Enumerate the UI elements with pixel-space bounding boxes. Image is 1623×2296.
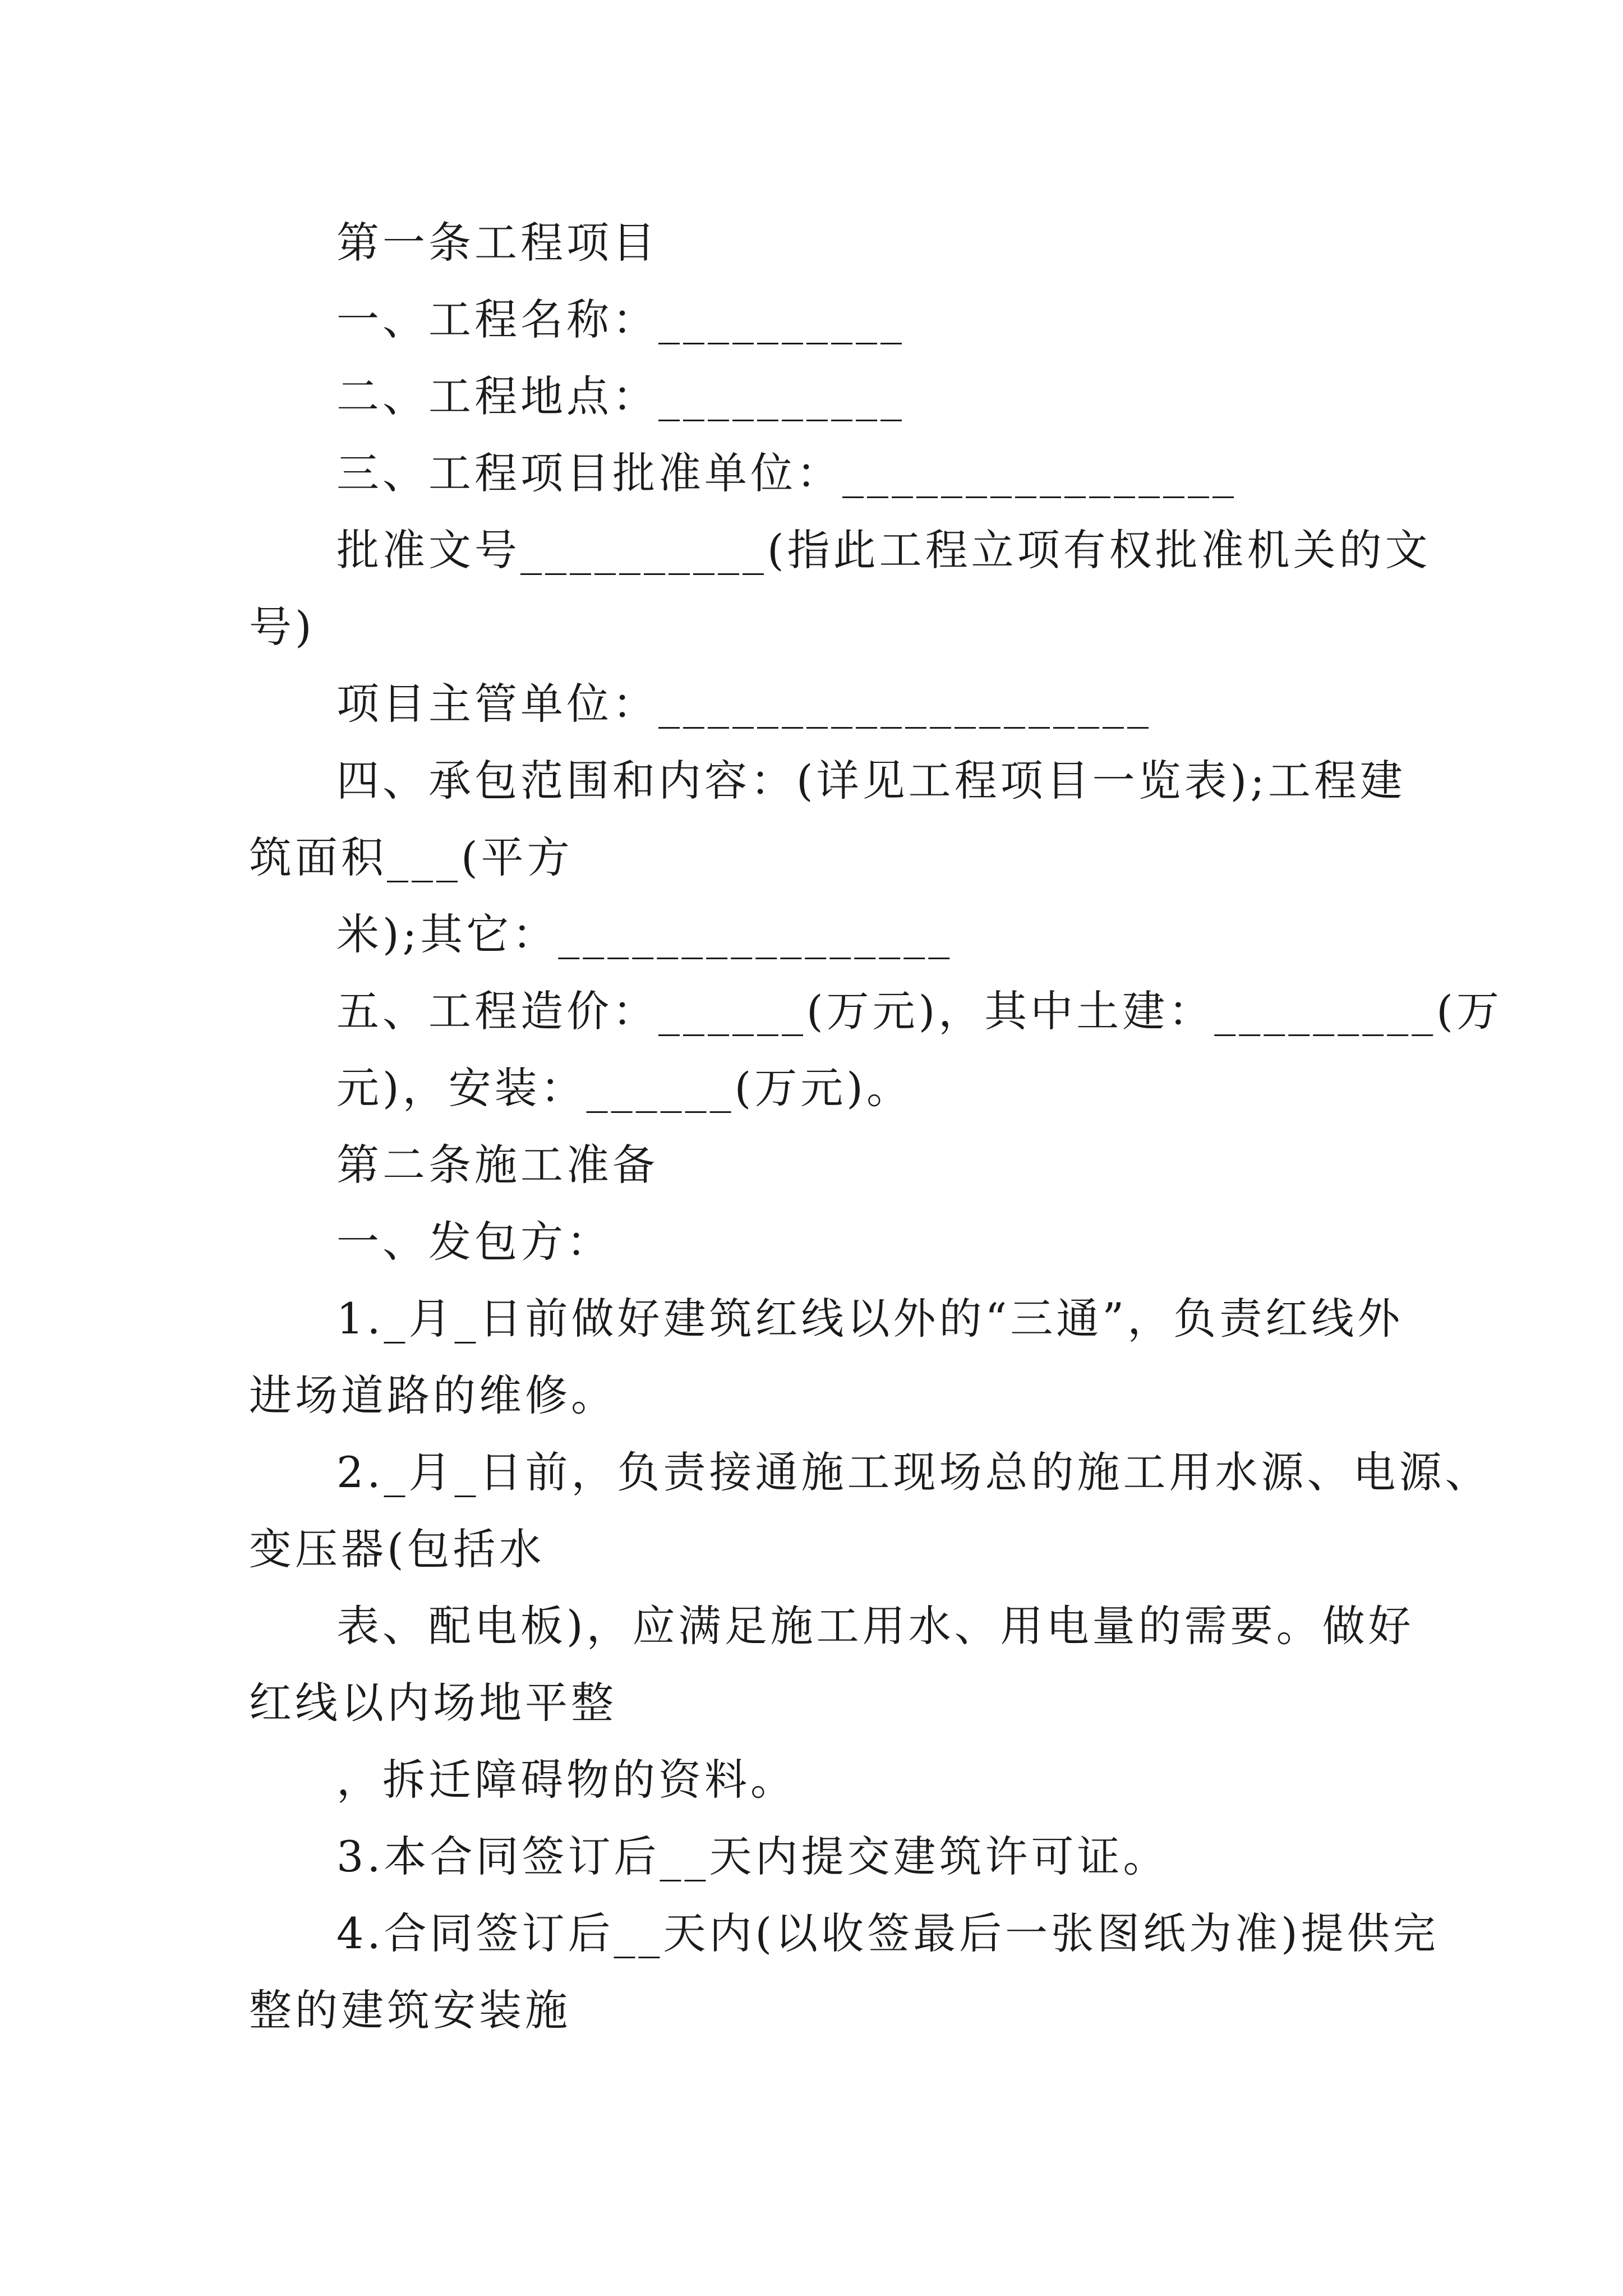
- item-4-line-cont: 整的建筑安装施: [249, 1985, 571, 2035]
- cost-line-cont: 元)，安装：______(万元)。: [336, 1063, 912, 1113]
- item-2-line: 2._月_日前，负责接通施工现场总的施工用水源、电源、: [336, 1447, 1491, 1497]
- item-2-line-cont-2: 表、配电板)，应满足施工用水、用电量的需要。做好: [336, 1601, 1414, 1651]
- approval-unit-line: 三、工程项目批准单位：________________: [336, 448, 1237, 498]
- item-1-line-cont: 进场道路的维修。: [249, 1370, 617, 1420]
- item-3-line: 3.本合同签订后__天内提交建筑许可证。: [336, 1832, 1169, 1881]
- article-1-heading: 第一条工程项目: [336, 218, 658, 268]
- project-name-line: 一、工程名称：__________: [336, 295, 905, 344]
- item-2-line-cont: 变压器(包括水: [249, 1524, 545, 1574]
- scope-line: 四、承包范围和内容：(详见工程项目一览表);工程建: [336, 756, 1406, 806]
- scope-other-line: 米);其它：________________: [336, 909, 953, 959]
- project-location-line: 二、工程地点：__________: [336, 371, 905, 421]
- approval-number-line: 批准文号__________(指此工程立项有权批准机关的文: [336, 525, 1431, 575]
- employer-heading: 一、发包方：: [336, 1217, 612, 1267]
- scope-line-cont: 筑面积___(平方: [249, 832, 573, 882]
- item-1-line: 1._月_日前做好建筑红线以外的“三通”，负责红线外: [336, 1294, 1404, 1343]
- cost-line: 五、工程造价：______(万元)，其中土建：_________(万: [336, 986, 1502, 1036]
- supervising-unit-line: 项目主管单位：____________________: [336, 679, 1152, 729]
- item-2-line-cont-3: 红线以内场地平整: [249, 1678, 617, 1728]
- approval-number-line-cont: 号): [249, 602, 315, 652]
- article-2-heading: 第二条施工准备: [336, 1140, 658, 1190]
- item-4-line: 4.合同签订后__天内(以收签最后一张图纸为准)提供完: [336, 1908, 1439, 1958]
- item-2-line-cont-4: ，拆迁障碍物的资料。: [336, 1755, 796, 1805]
